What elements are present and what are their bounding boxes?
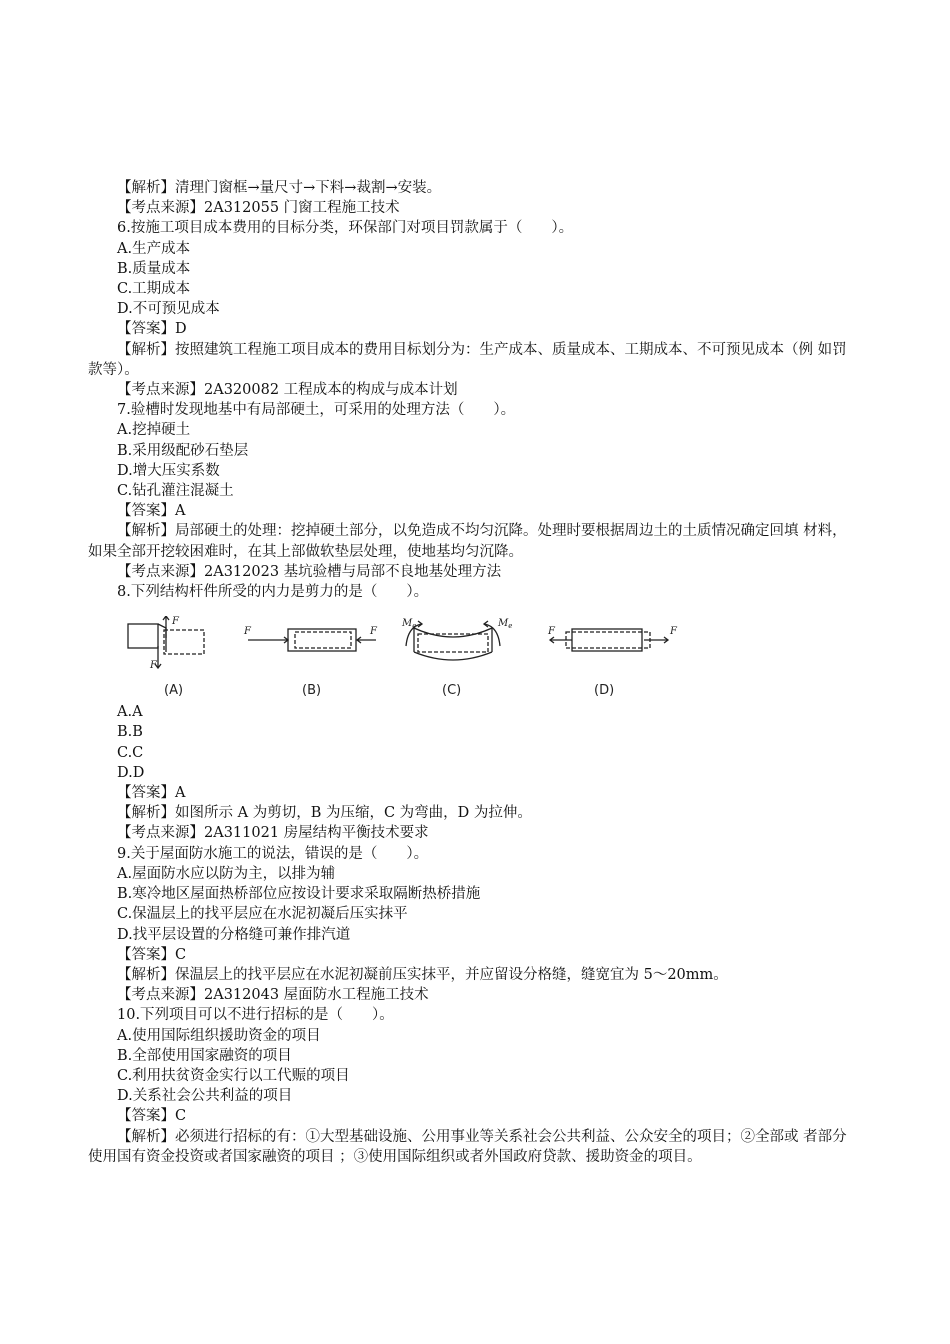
q9-option-d: D.找平层设置的分格缝可兼作排汽道 [117,926,351,943]
label-c-moment-right-m: M [498,618,509,630]
diagram-d-tension [550,629,668,651]
q8-option-b: B.B [117,724,143,741]
q8-option-a: A.A [117,704,143,721]
q10-option-c: C.利用扶贫资金实行以工代赈的项目 [117,1067,350,1084]
source-q5: 【考点来源】2A312055 门窗工程施工技术 [117,200,400,217]
label-b-force-right: F [370,626,377,638]
label-b-force-left: F [244,626,251,638]
q10-option-d: D.关系社会公共利益的项目 [117,1088,293,1105]
answer-q8: 【答案】A [117,785,186,802]
caption-c: (C) [442,683,462,699]
diagram-c-bending [406,621,500,660]
q8-option-c: C.C [117,744,144,761]
analysis-q7: 【解析】局部硬土的处理：挖掉硬土部分，以免造成不均匀沉降。处理时要根据周边土的土质情况确定回填 材料，如果全部开挖较困难时，在其上部做软垫层处理，使地基均匀沉降。 [88,523,847,560]
q7-option-a: A.挖掉硬土 [117,422,191,439]
question-9: 9.关于屋面防水施工的说法，错误的是（ ）。 [117,845,429,862]
q6-option-a: A.生产成本 [117,240,191,257]
source-q9: 【考点来源】2A312043 屋面防水工程施工技术 [117,987,429,1004]
question-8: 8.下列结构杆件所受的内力是剪力的是（ ）。 [117,584,429,601]
caption-a: (A) [164,683,184,699]
question-7: 7.验槽时发现地基中有局部硬土，可采用的处理方法（ ）。 [117,402,516,419]
label-c-moment-left [401,618,416,630]
answer-q10: 【答案】C [117,1108,187,1125]
label-d-force-right: F [670,626,677,638]
source-q8: 【考点来源】2A311021 房屋结构平衡技术要求 [117,825,429,842]
answer-q6: 【答案】D [117,321,187,338]
q6-option-d: D.不可预见成本 [117,301,220,318]
q10-option-a: A.使用国际组织援助资金的项目 [117,1027,321,1044]
analysis-q6: 【解析】按照建筑工程施工项目成本的费用目标划分为：生产成本、质量成本、工期成本、不可预见成本（例 如罚款等）。 [88,341,847,378]
label-c-moment-left-m: M [402,618,413,630]
label-c-moment-left-sub: e [412,622,417,631]
analysis-q5: 【解析】清理门窗框→量尺寸→下料→裁割→安装。 [117,180,442,196]
source-q7: 【考点来源】2A312023 基坑验槽与局部不良地基处理方法 [117,563,502,580]
question-10: 10.下列项目可以不进行招标的是（ ）。 [117,1007,394,1024]
label-c-moment-right [497,618,512,630]
force-diagrams-svg [88,616,860,699]
q7-option-b: B.采用级配砂石垫层 [117,442,249,459]
source-q6: 【考点来源】2A320082 工程成本的构成与成本计划 [117,382,458,399]
answer-q9: 【答案】C [117,946,187,963]
diagram-b-compression [248,629,376,651]
q9-option-b: B.寒冷地区屋面热桥部位应按设计要求采取隔断热桥措施 [117,886,481,903]
label-a-force-top: F [172,616,179,628]
label-c-moment-right-sub: e [508,622,513,631]
diagram-a-shear [128,616,204,668]
q8-option-d: D.D [117,764,145,781]
document-body [88,178,860,1167]
answer-q7: 【答案】A [117,503,186,520]
q9-option-c: C.保温层上的找平层应在水泥初凝后压实抹平 [117,906,408,923]
analysis-q9: 【解析】保温层上的找平层应在水泥初凝前压实抹平，并应留设分格缝，缝宽宜为 5～20mm。 [117,966,728,983]
question-6: 6.按施工项目成本费用的目标分类，环保部门对项目罚款属于（ ）。 [117,220,574,237]
q9-option-a: A.屋面防水应以防为主，以排为辅 [117,865,336,882]
q10-option-b: B.全部使用国家融资的项目 [117,1047,292,1064]
caption-d: (D) [594,683,615,699]
q7-option-d: D.增大压实系数 [117,462,220,479]
label-a-force-bottom: F [150,660,157,672]
q6-option-c: C.工期成本 [117,281,191,298]
analysis-q8: 【解析】如图所示 A 为剪切，B 为压缩，C 为弯曲，D 为拉伸。 [117,805,532,822]
q6-option-b: B.质量成本 [117,260,191,277]
label-d-force-left: F [548,626,555,638]
q7-option-c: C.钻孔灌注混凝土 [117,483,234,500]
analysis-q10: 【解析】必须进行招标的有：①大型基础设施、公用事业等关系社会公共利益、公众安全的项目；②全部或 者部分使用国有资金投资或者国家融资的项目 ；③使用国际组织或者外国政府贷款、援助资金的项目。 [88,1128,847,1165]
caption-b: (B) [302,683,322,699]
force-diagram-figure [88,616,860,699]
